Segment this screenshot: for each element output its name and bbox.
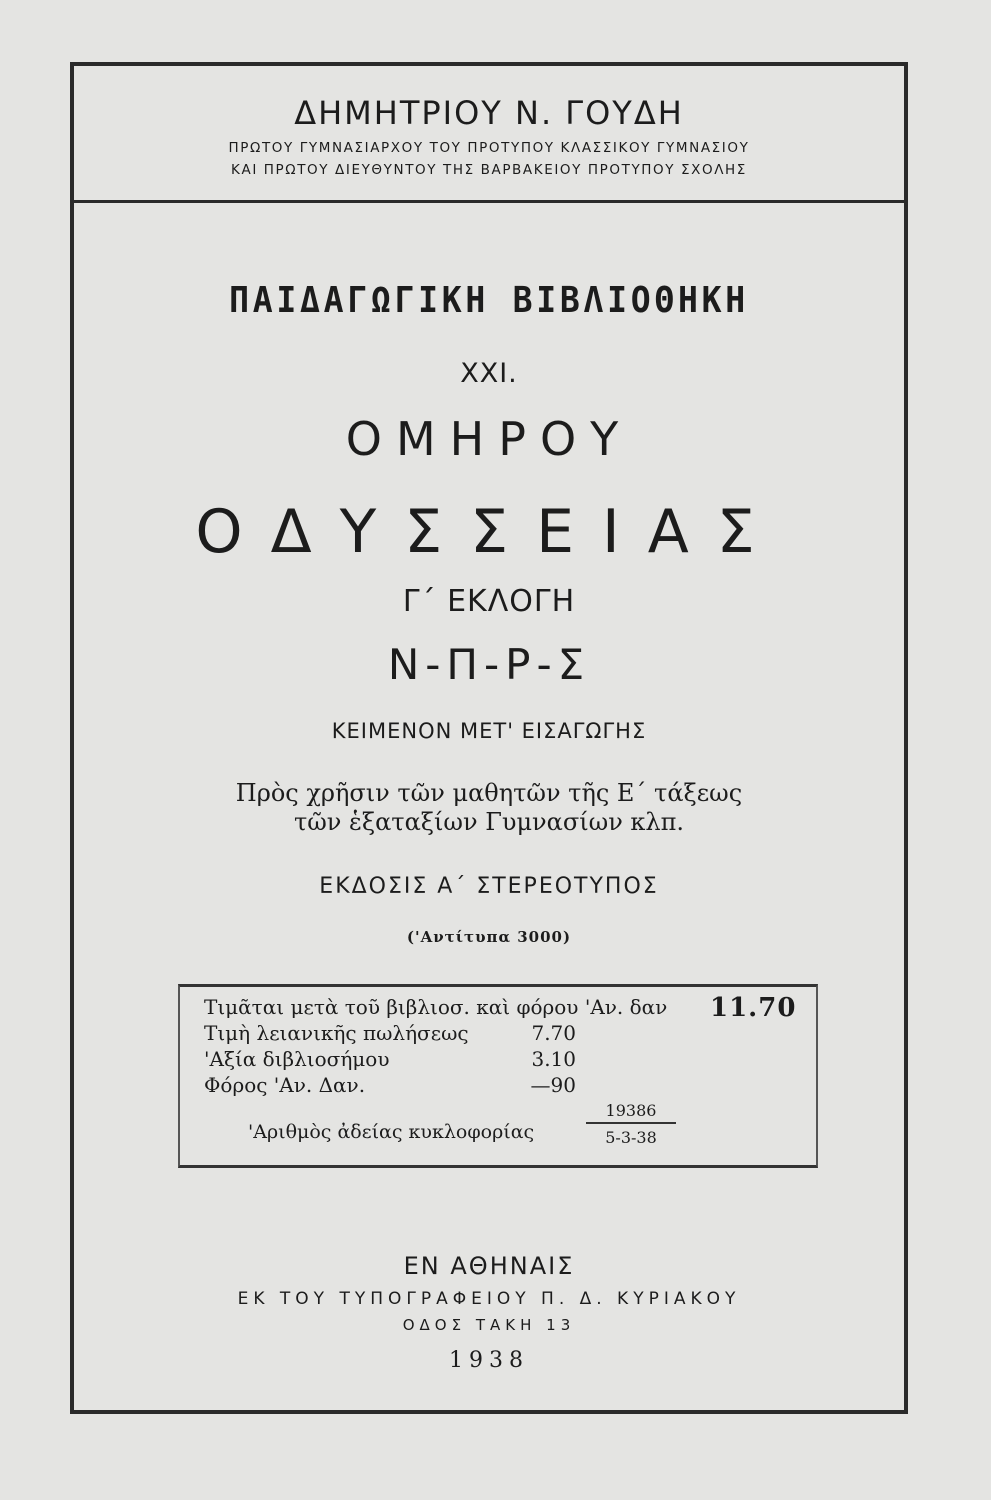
- imprint-place: ΕΝ ΑΘΗΝΑΙΣ: [403, 1252, 575, 1280]
- usage-line-1: Πρὸς χρῆσιν τῶν μαθητῶν τῆς Ε΄ τάξεως: [235, 779, 743, 807]
- author-credential-line-1: ΠΡΩΤΟΥ ΓΥΜΝΑΣΙΑΡΧΟΥ ΤΟΥ ΠΡΟΤΥΠΟΥ ΚΛΑΣΣΙΚΟΥ ΓΥΜΝΑΣΙΟΥ: [228, 140, 750, 156]
- selection-label: Γ΄ ΕΚΛΟΓΗ: [402, 584, 576, 619]
- header-divider: [70, 200, 908, 203]
- permit-date: 5-3-38: [605, 1128, 657, 1147]
- price-row-label: Φόρος 'Αν. Δαν.: [204, 1073, 366, 1097]
- price-row-value: 7.70: [531, 1021, 576, 1045]
- price-total-label: Τιμᾶται μετὰ τοῦ βιβλιοσ. καὶ φόρου 'Αν. δαν: [204, 995, 668, 1019]
- work-title: ΟΔΥΣΣΕΙΑΣ: [195, 497, 783, 567]
- price-total-value: 11.70: [710, 993, 797, 1023]
- imprint-printer: ΕΚ ΤΟΥ ΤΥΠΟΓΡΑΦΕΙΟΥ Π. Δ. ΚΥΡΙΑΚΟΥ: [237, 1289, 741, 1309]
- permit-label: 'Αριθμὸς ἀδείας κυκλοφορίας: [248, 1121, 535, 1143]
- text-intro: ΚΕΙΜΕΝΟΝ ΜΕΤ' ΕΙΣΑΓΩΓΗΣ: [331, 719, 647, 743]
- imprint-street: ΟΔΟΣ ΤΑΚΗ 13: [402, 1316, 576, 1334]
- price-row-value: 3.10: [531, 1047, 576, 1071]
- volume-number: XXI.: [460, 358, 518, 389]
- price-row-label: 'Αξία διβλιοσήμου: [204, 1047, 390, 1071]
- author-credential-line-2: ΚΑΙ ΠΡΩΤΟΥ ΔΙΕΥΘΥΝΤΟΥ ΤΗΣ ΒΑΡΒΑΚΕΙΟΥ ΠΡΟΤΥΠΟΥ ΣΧΟΛΗΣ: [231, 162, 747, 178]
- edition-label: ΕΚΔΟΣΙΣ Α΄ ΣΤΕΡΕΟΤΥΠΟΣ: [319, 874, 659, 899]
- series-title: ΠΑΙΔΑΓΩΓΙΚΗ ΒΙΒΛΙΟΘΗΚΗ: [229, 280, 749, 321]
- permit-number: 19386: [586, 1101, 676, 1124]
- copies-count: ('Αντίτυπα 3000): [406, 928, 572, 946]
- author-genitive: ΟΜΗΡΟΥ: [345, 412, 633, 466]
- price-row-value: —90: [530, 1073, 576, 1097]
- price-box: [178, 984, 818, 1168]
- usage-line-2: τῶν ἑξαταξίων Γυμνασίων κλπ.: [293, 808, 685, 836]
- permit-fraction: [586, 1101, 676, 1147]
- books-list: Ν-Π-Ρ-Σ: [387, 640, 591, 689]
- imprint-year: 1938: [449, 1348, 529, 1373]
- author-name: ΔΗΜΗΤΡΙΟΥ Ν. ΓΟΥΔΗ: [294, 94, 684, 132]
- price-row-label: Τιμὴ λειανικῆς πωλήσεως: [204, 1021, 469, 1045]
